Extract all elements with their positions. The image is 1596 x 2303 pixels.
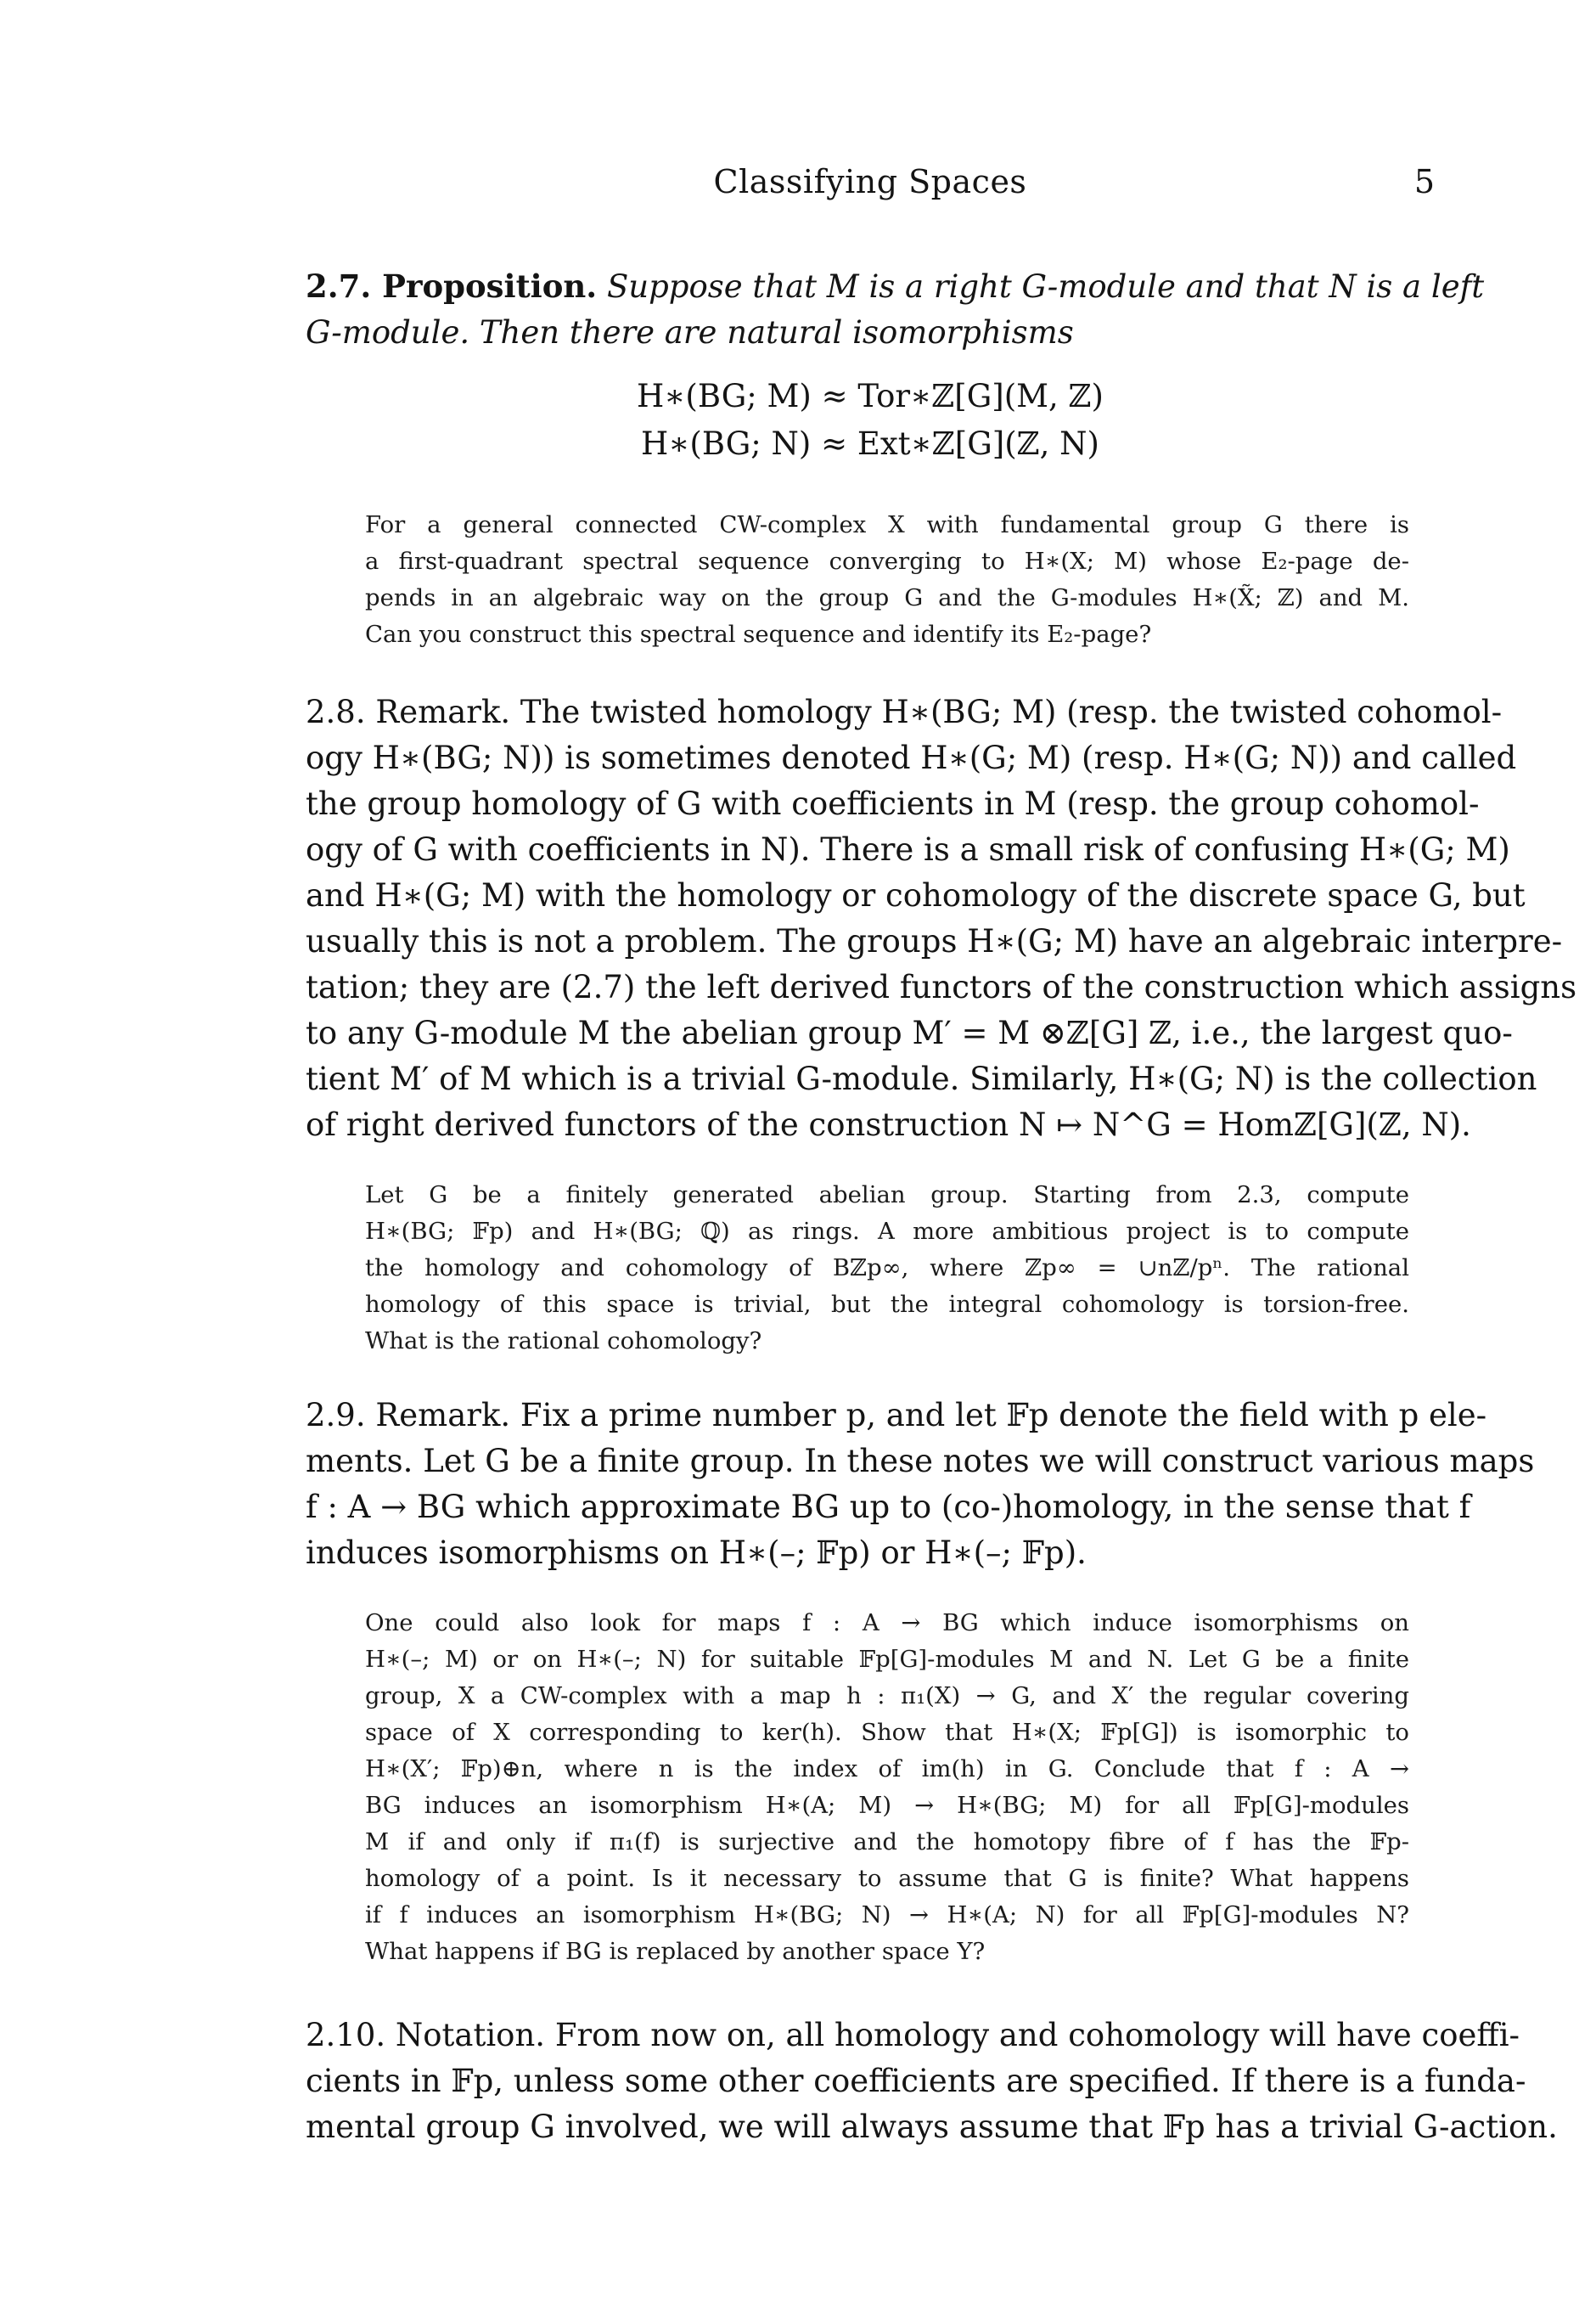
exercise-line: H∗(–; M) or on H∗(–; N) for suitable 𝔽p[G]-modules M and N. Let G be a finite xyxy=(365,1646,1409,1673)
notation-2-10 xyxy=(306,2013,1558,2150)
exercise-line: homology of this space is trivial, but the integral cohomology is torsion-free. xyxy=(365,1291,1409,1318)
exercise-spectral-sequence xyxy=(365,507,1409,653)
remark-line: of right derived functors of the construction N ↦ N^G = Homℤ[G](ℤ, N). xyxy=(306,1106,1471,1143)
remark-line: ogy H∗(BG; N)) is sometimes denoted H∗(G; M) (resp. H∗(G; N)) and called xyxy=(306,740,1517,776)
proposition-2-7 xyxy=(306,263,1485,356)
page-number: 5 xyxy=(1413,163,1435,200)
proposition-line-1: 2.7. Proposition. Suppose that M is a right G-module and that N is a left xyxy=(306,267,1485,305)
remark-line: to any G-module M the abelian group M′ = M ⊗ℤ[G] ℤ, i.e., the largest quo- xyxy=(306,1015,1513,1051)
exercise-line: H∗(BG; 𝔽p) and H∗(BG; ℚ) as rings. A more ambitious project is to compute xyxy=(365,1218,1409,1245)
remark-line: 2.8. Remark. The twisted homology H∗(BG; M) (resp. the twisted cohomol- xyxy=(306,694,1503,730)
exercise-abelian-group xyxy=(365,1177,1409,1360)
remark-line: induces isomorphisms on H∗(–; 𝔽p) or H∗(–; 𝔽p). xyxy=(306,1534,1087,1571)
exercise-line: the homology and cohomology of Bℤp∞, where ℤp∞ = ∪nℤ/pⁿ. The rational xyxy=(365,1254,1409,1281)
equation-ext: H∗(BG; N) ≈ Ext∗ℤ[G](ℤ, N) xyxy=(641,425,1099,462)
notation-line: 2.10. Notation. From now on, all homology and cohomology will have coeffi- xyxy=(306,2017,1520,2053)
exercise-line: For a general connected CW-complex X with fundamental group G there is xyxy=(365,511,1409,538)
remark-2-8 xyxy=(306,690,1577,1148)
remark-line: the group homology of G with coefficients in M (resp. the group cohomol- xyxy=(306,785,1480,822)
remark-line: ments. Let G be a finite group. In these notes we will construct various maps xyxy=(306,1443,1535,1479)
exercise-line: M if and only if π₁(f) is surjective and the homotopy fibre of f has the 𝔽p- xyxy=(365,1828,1409,1855)
exercise-line: What happens if BG is replaced by another space Y? xyxy=(365,1938,986,1965)
exercise-line: space of X corresponding to ker(h). Show that H∗(X; 𝔽p[G]) is isomorphic to xyxy=(365,1719,1409,1746)
remark-line: tation; they are (2.7) the left derived functors of the construction which assigns xyxy=(306,969,1577,1005)
running-title: Classifying Spaces xyxy=(713,163,1027,200)
remark-line: f : A → BG which approximate BG up to (co-)homology, in the sense that f xyxy=(306,1489,1471,1525)
exercise-line: if f induces an isomorphism H∗(BG; N) → H∗(A; N) for all 𝔽p[G]-modules N? xyxy=(365,1901,1409,1929)
exercise-line: H∗(X′; 𝔽p)⊕n, where n is the index of im(h) in G. Conclude that f : A → xyxy=(365,1755,1409,1782)
remark-line: usually this is not a problem. The groups H∗(G; M) have an algebraic interpre- xyxy=(306,923,1563,960)
notation-line: mental group G involved, we will always assume that 𝔽p has a trivial G-action. xyxy=(306,2109,1558,2145)
remark-line: 2.9. Remark. Fix a prime number p, and let 𝔽p denote the field with p ele- xyxy=(306,1397,1487,1433)
notation-line: cients in 𝔽p, unless some other coefficients are specified. If there is a funda- xyxy=(306,2063,1526,2099)
exercise-line: BG induces an isomorphism H∗(A; M) → H∗(BG; M) for all 𝔽p[G]-modules xyxy=(365,1792,1409,1819)
exercise-line: homology of a point. Is it necessary to assume that G is finite? What happens xyxy=(365,1865,1409,1892)
exercise-line: Let G be a finitely generated abelian group. Starting from 2.3, compute xyxy=(365,1181,1409,1208)
exercise-line: What is the rational cohomology? xyxy=(365,1327,762,1354)
exercise-line: group, X a CW-complex with a map h : π₁(X) → G, and X′ the regular covering xyxy=(365,1682,1409,1709)
proposition-line-2: G-module. Then there are natural isomorphisms xyxy=(306,314,1074,351)
remark-line: and H∗(G; M) with the homology or cohomology of the discrete space G, but xyxy=(306,877,1526,914)
remark-2-9 xyxy=(306,1393,1535,1576)
running-header xyxy=(306,163,1435,214)
exercise-line: pends in an algebraic way on the group G and the G-modules H∗(X̃; ℤ) and M. xyxy=(365,584,1409,611)
remark-line: ogy of G with coefficients in N). There is a small risk of confusing H∗(G; M) xyxy=(306,831,1510,868)
exercise-maps-to-bg xyxy=(365,1605,1409,1970)
equation-tor: H∗(BG; M) ≈ Tor∗ℤ[G](M, ℤ) xyxy=(637,378,1104,414)
exercise-line: a first-quadrant spectral sequence converging to H∗(X; M) whose E₂-page de- xyxy=(365,548,1409,575)
exercise-line: Can you construct this spectral sequence and identify its E₂-page? xyxy=(365,621,1152,648)
remark-line: tient M′ of M which is a trivial G-module. Similarly, H∗(G; N) is the collection xyxy=(306,1061,1537,1097)
exercise-line: One could also look for maps f : A → BG which induce isomorphisms on xyxy=(365,1609,1409,1636)
